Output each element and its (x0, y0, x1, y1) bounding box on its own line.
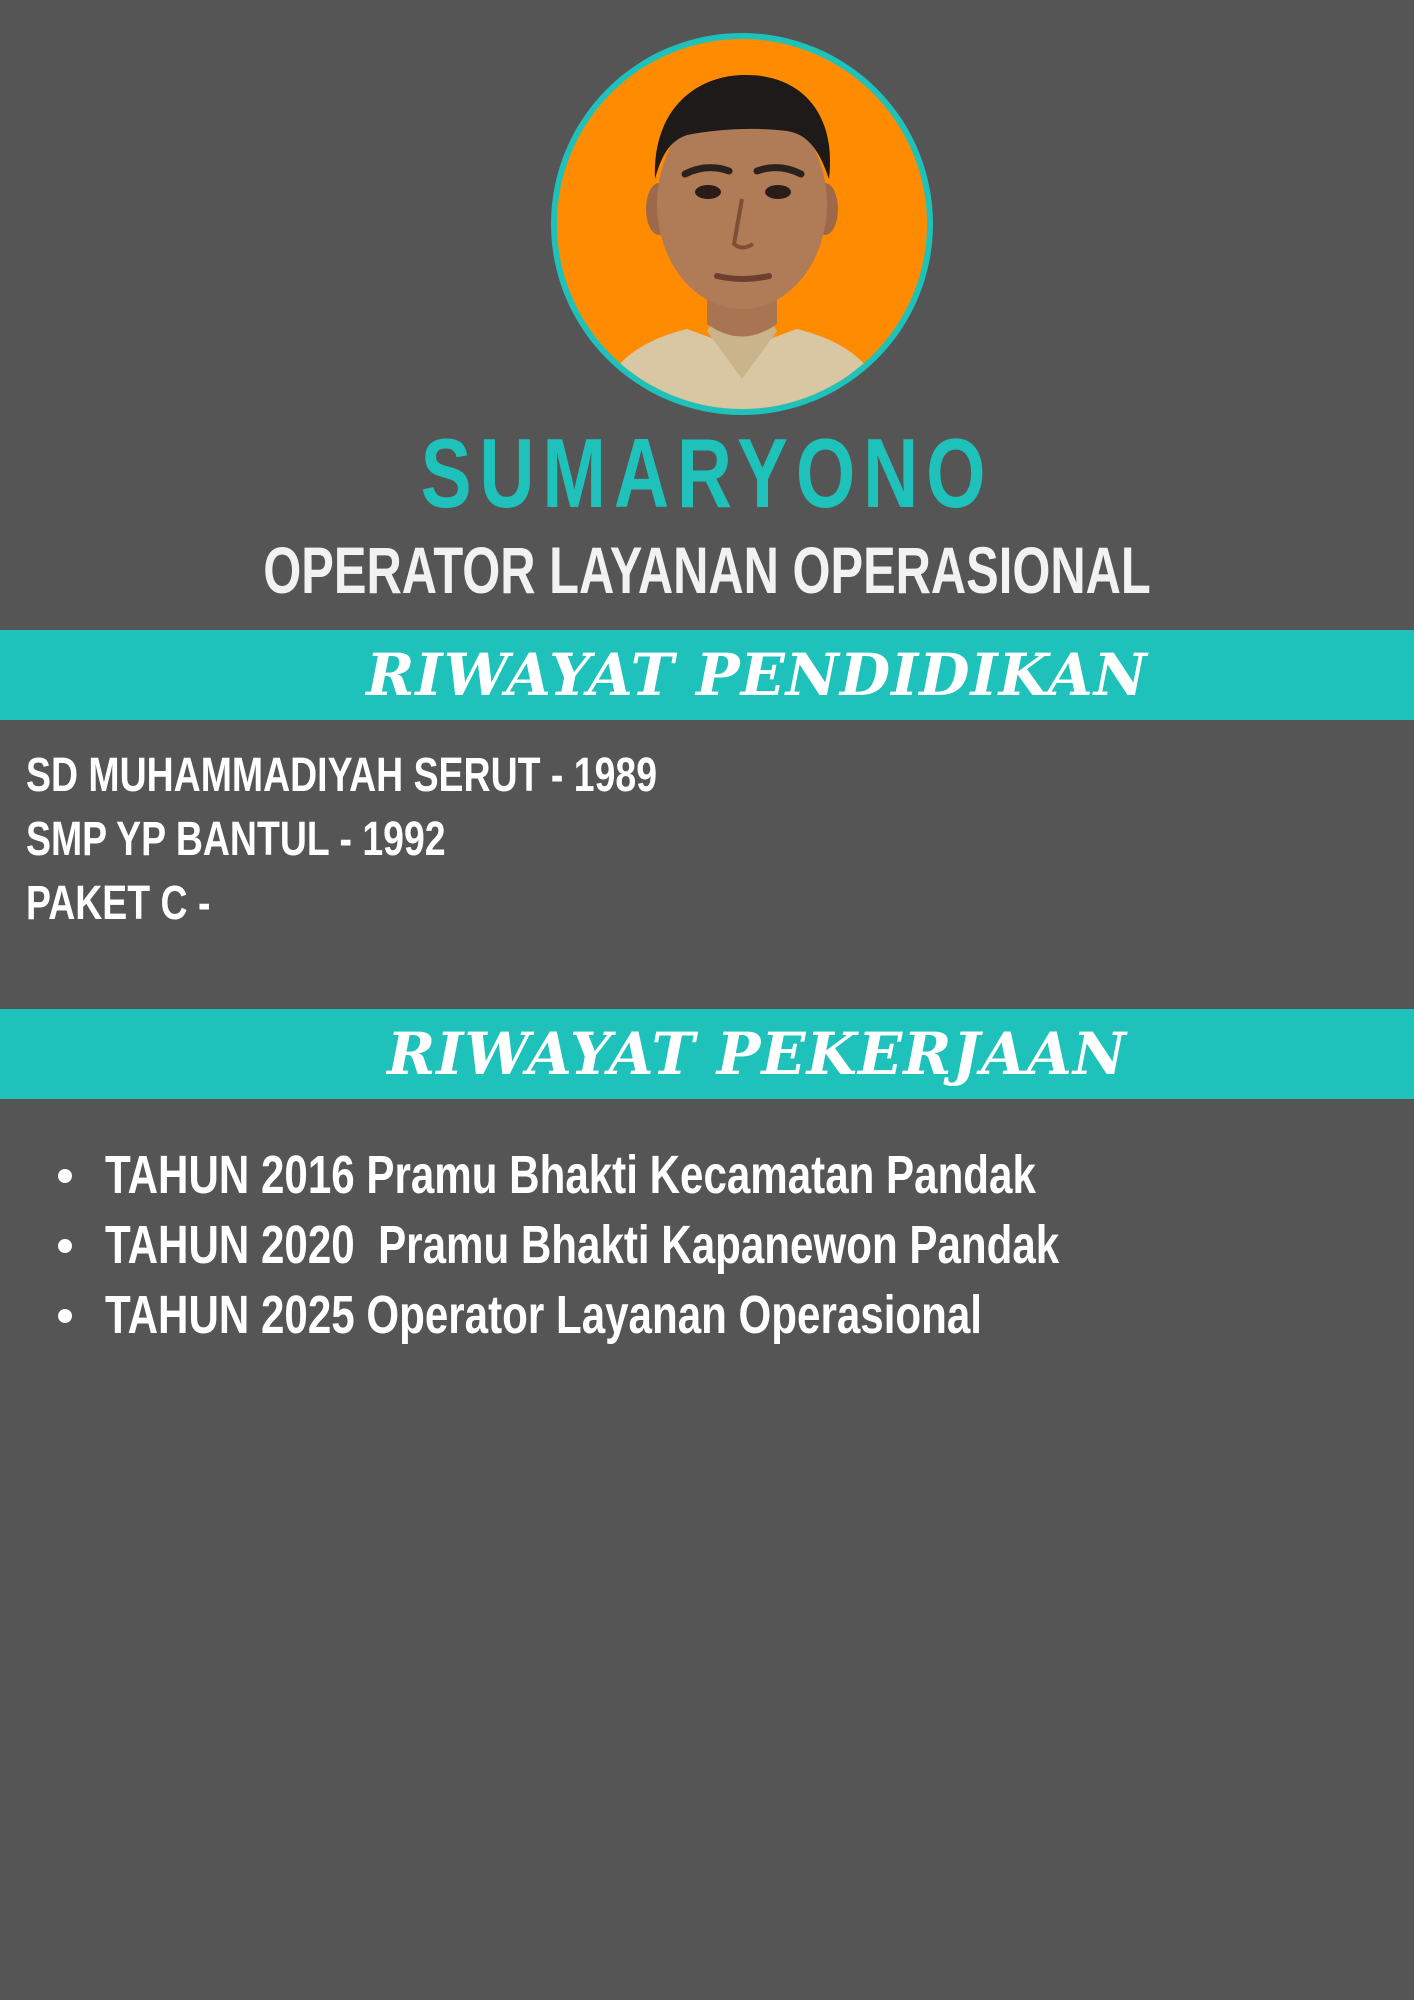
work-heading: RIWAYAT PEKERJAAN (387, 1020, 1127, 1088)
bullet-icon (58, 1169, 72, 1183)
education-item: SMP YP BANTUL - 1992 (26, 813, 446, 866)
bullet-icon (58, 1309, 72, 1323)
person-role: OPERATOR LAYANAN OPERASIONAL (263, 533, 1151, 607)
work-heading-band (0, 1009, 1414, 1099)
bullet-icon (58, 1239, 72, 1253)
education-item: SD MUHAMMADIYAH SERUT - 1989 (26, 749, 658, 802)
person-name: SUMARYONO (420, 418, 994, 528)
work-item-text: TAHUN 2016 Pramu Bhakti Kecamatan Pandak (105, 1145, 1036, 1205)
education-item: PAKET C - (26, 877, 211, 930)
profile-photo-frame (551, 33, 933, 415)
education-list (26, 744, 657, 936)
education-heading: RIWAYAT PENDIDIKAN (366, 641, 1148, 709)
education-heading-band (0, 630, 1414, 720)
work-item-text: TAHUN 2020 Pramu Bhakti Kapanewon Pandak (105, 1215, 1060, 1275)
work-item-text: TAHUN 2025 Operator Layanan Operasional (105, 1285, 983, 1345)
profile-photo (557, 39, 927, 409)
person-portrait-icon (557, 39, 927, 409)
